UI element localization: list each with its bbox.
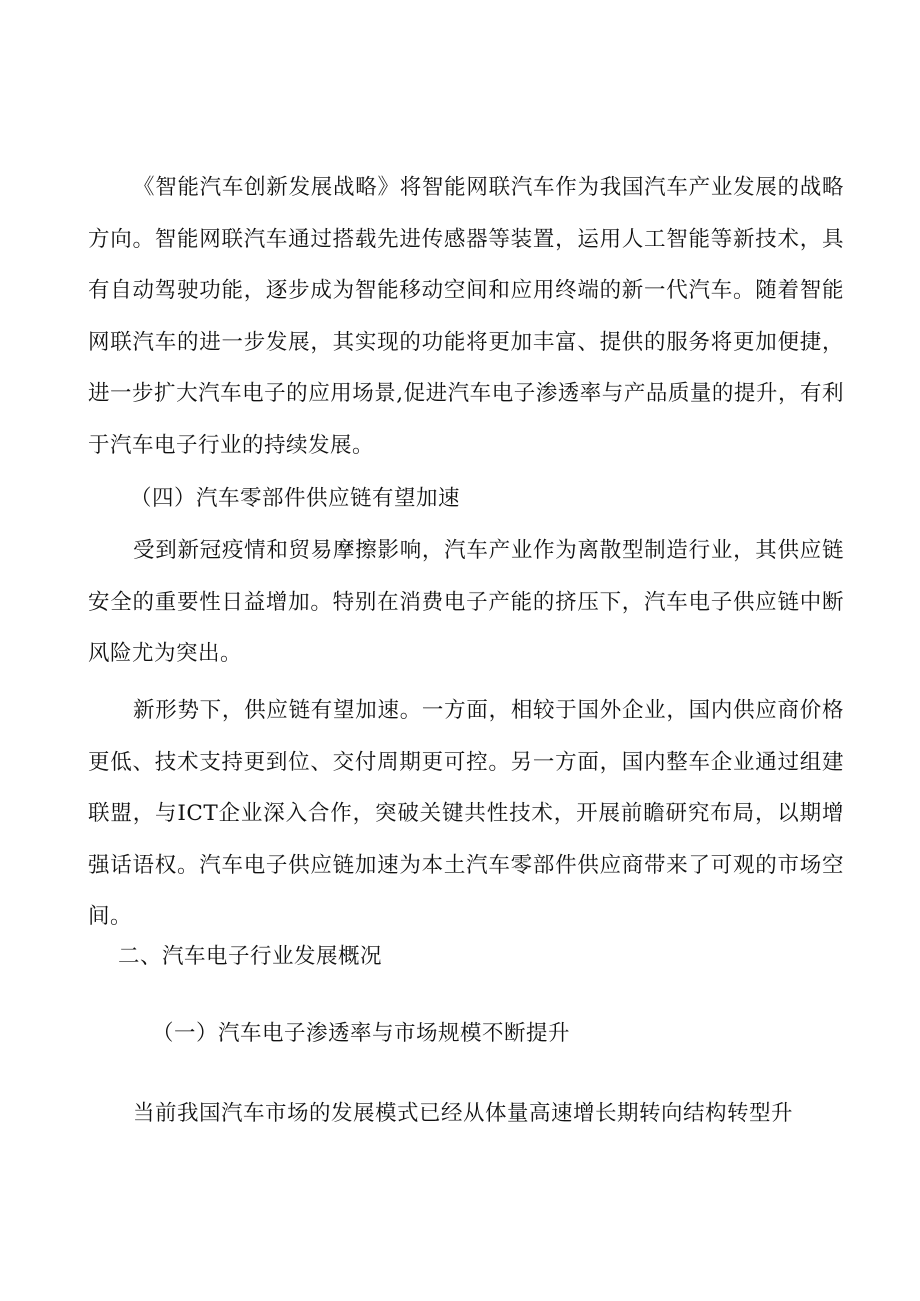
paragraph-market-transition: 当前我国汽车市场的发展模式已经从体量高速增长期转向结构转型升 — [133, 1101, 794, 1126]
section-heading-supply-chain: （四）汽车零部件供应链有望加速 — [130, 486, 461, 511]
chapter-heading-industry-overview: 二、汽车电子行业发展概况 — [118, 944, 383, 969]
paragraph-supply-chain-acceleration: 新形势下，供应链有望加速。一方面，相较于国外企业，国内供应商价格更低、技术支持更到位、交付周期更可控。另一方面，国内整车企业通过组建联盟，与ICT企业深入合作，突破关键共性技术，开展前瞻研究布局，以期增强话语权。汽车电子供应链加速为本土汽车零部件供应商带来了可观的市场空间。 — [88, 698, 844, 929]
paragraph-supply-chain-risk: 受到新冠疫情和贸易摩擦影响，汽车产业作为离散型制造行业，其供应链安全的重要性日益增加。特别在消费电子产能的挤压下，汽车电子供应链中断风险尤为突出。 — [88, 538, 844, 666]
paragraph-strategy-intro: 《智能汽车创新发展战略》将智能网联汽车作为我国汽车产业发展的战略方向。智能网联汽车通过搭载先进传感器等装置，运用人工智能等新技术，具有自动驾驶功能，逐步成为智能移动空间和应用终端的新一代汽车。随着智能网联汽车的进一步发展，其实现的功能将更加丰富、提供的服务将更加便捷，进一步扩大汽车电子的应用场景,促进汽车电子渗透率与产品质量的提升，有利于汽车电子行业的持续发展。 — [88, 175, 844, 458]
section-heading-penetration-rate: （一）汽车电子渗透率与市场规模不断提升 — [152, 1021, 571, 1046]
